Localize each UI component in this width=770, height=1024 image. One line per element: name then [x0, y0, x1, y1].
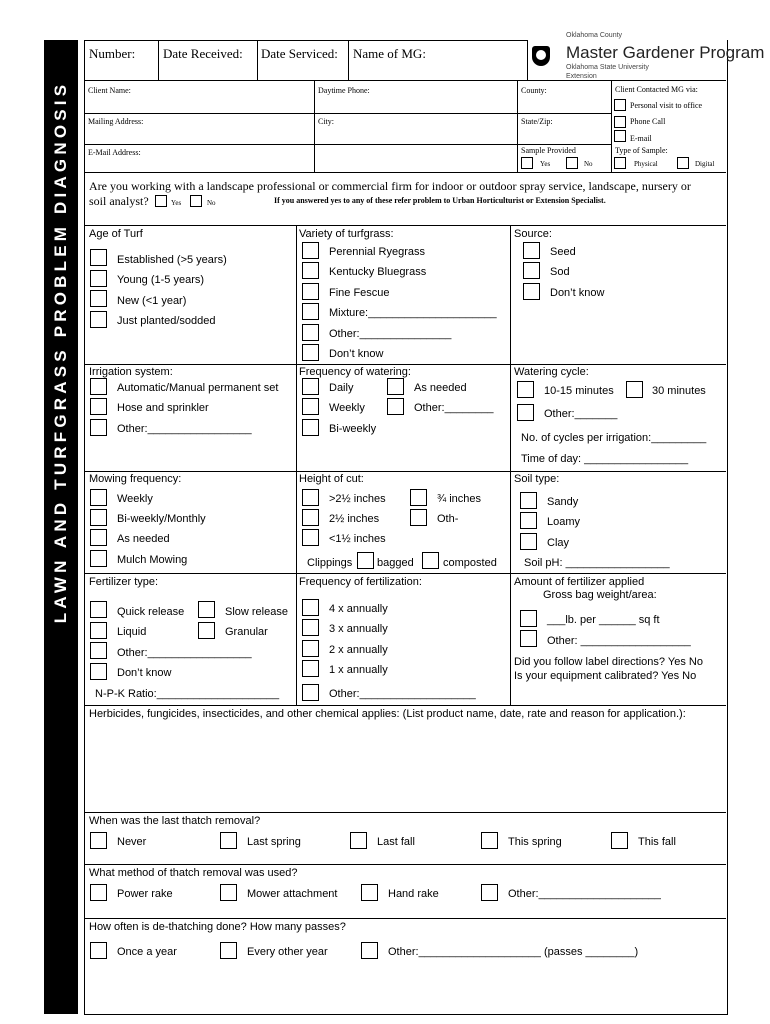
fert-liquid-label: Liquid [117, 626, 147, 638]
height-over-2-5-checkbox[interactable] [302, 489, 319, 506]
variety-dont-know-checkbox[interactable] [302, 344, 319, 361]
city-label: City: [318, 117, 335, 126]
fert-amount-other-label: Other: __________________ [547, 635, 691, 647]
age-young-label: Young (1-5 years) [117, 274, 205, 286]
referral-note: If you answered yes to any of these refer problem to Urban Horticulturist or Extension Specialist. [274, 196, 606, 205]
irrigation-hose-checkbox[interactable] [90, 398, 107, 415]
mowing-as-needed-label: As needed [117, 533, 170, 545]
fert-freq-1x-label: 1 x annually [329, 664, 388, 676]
mowing-as-needed-checkbox[interactable] [90, 529, 107, 546]
npk-ratio-field[interactable]: N-P-K Ratio:____________________ [95, 688, 280, 700]
divider [158, 40, 159, 80]
fert-granular-checkbox[interactable] [198, 622, 215, 639]
divider [611, 80, 612, 172]
source-seed-label: Seed [550, 246, 576, 258]
clippings-bagged-checkbox[interactable] [357, 552, 374, 569]
variety-ryegrass-label: Perennial Ryegrass [329, 246, 425, 258]
height-under-1-5-checkbox[interactable] [302, 529, 319, 546]
fert-freq-4x-checkbox[interactable] [302, 599, 319, 616]
watering-weekly-label: Weekly [329, 402, 365, 414]
contacted-via-label: Client Contacted MG via: [615, 85, 698, 94]
variety-fescue-label: Fine Fescue [329, 287, 390, 299]
fert-dont-know-label: Don’t know [117, 667, 172, 679]
hline [84, 573, 726, 574]
thatch-removal-title: When was the last thatch removal? [89, 815, 261, 827]
thatch-this-fall-checkbox[interactable] [611, 832, 628, 849]
age-young-checkbox[interactable] [90, 270, 107, 287]
professional-no-checkbox[interactable] [190, 195, 202, 207]
sample-yes-label: Yes [540, 160, 551, 168]
dethatch-once-label: Once a year [117, 946, 177, 958]
fert-freq-2x-label: 2 x annually [329, 644, 388, 656]
source-seed-checkbox[interactable] [523, 242, 540, 259]
watering-as-needed-label: As needed [414, 382, 467, 394]
thatch-last-spring-checkbox[interactable] [220, 832, 237, 849]
clippings-composted-label: composted [443, 557, 497, 569]
professional-no-label: No [207, 199, 216, 207]
height-of-cut-title: Height of cut: [299, 473, 364, 485]
professional-yes-checkbox[interactable] [155, 195, 167, 207]
date-serviced-label: Date Serviced: [261, 46, 338, 61]
height-over-2-5-label: >2½ inches [329, 493, 386, 505]
source-dont-know-checkbox[interactable] [523, 283, 540, 300]
date-received-label: Date Received: [163, 46, 243, 61]
soil-sandy-label: Sandy [547, 496, 579, 508]
cycle-10-15-label: 10-15 minutes [544, 385, 614, 397]
fert-granular-label: Granular [225, 626, 268, 638]
hline [84, 864, 726, 865]
dethatch-every-other-label: Every other year [247, 946, 328, 958]
height-2-5-label: 2½ inches [329, 513, 380, 525]
divider [348, 40, 349, 80]
watering-weekly-checkbox[interactable] [302, 398, 319, 415]
fert-slow-release-label: Slow release [225, 606, 288, 618]
type-of-sample-label: Type of Sample: [615, 146, 668, 155]
physical-label: Physical [634, 160, 658, 168]
state-zip-label: State/Zip: [521, 117, 553, 126]
mowing-biweekly-checkbox[interactable] [90, 509, 107, 526]
soil-clay-label: Clay [547, 537, 570, 549]
watering-biweekly-checkbox[interactable] [302, 419, 319, 436]
label-directions-question: Did you follow label directions? Yes No [514, 656, 703, 668]
cycle-30-checkbox[interactable] [626, 381, 643, 398]
name-of-mg-label: Name of MG: [353, 46, 426, 61]
age-new-label: New (<1 year) [117, 295, 187, 307]
clippings-composted-checkbox[interactable] [422, 552, 439, 569]
client-name-label: Client Name: [88, 86, 131, 95]
fert-slow-release-checkbox[interactable] [198, 601, 215, 618]
source-dont-know-label: Don’t know [550, 287, 605, 299]
variety-fescue-checkbox[interactable] [302, 283, 319, 300]
fert-freq-2x-checkbox[interactable] [302, 640, 319, 657]
clippings-bagged-label: bagged [377, 557, 414, 569]
email-contact-checkbox[interactable] [614, 130, 626, 142]
dethatch-other-label: Other:____________________ (passes ________) [388, 946, 639, 958]
divider [517, 80, 518, 172]
fert-freq-3x-checkbox[interactable] [302, 619, 319, 636]
sample-no-label: No [584, 160, 593, 168]
professional-yes-label: Yes [171, 199, 182, 207]
fert-lb-per-checkbox[interactable] [520, 610, 537, 627]
method-power-rake-label: Power rake [117, 888, 173, 900]
hline [84, 113, 611, 114]
source-sod-label: Sod [550, 266, 570, 278]
university-seal-logo [532, 46, 550, 66]
variety-bluegrass-checkbox[interactable] [302, 262, 319, 279]
fert-freq-3x-label: 3 x annually [329, 623, 388, 635]
irrigation-automatic-checkbox[interactable] [90, 378, 107, 395]
thatch-last-fall-checkbox[interactable] [350, 832, 367, 849]
soil-loamy-checkbox[interactable] [520, 512, 537, 529]
sample-yes-checkbox[interactable] [521, 157, 533, 169]
fert-dont-know-checkbox[interactable] [90, 663, 107, 680]
thatch-this-fall-label: This fall [638, 836, 676, 848]
professional-question: Are you working with a landscape professional or commercial firm for indoor or outdoor spray service, landscape, nursery or [89, 179, 691, 193]
watering-biweekly-label: Bi-weekly [329, 423, 377, 435]
fert-freq-1x-checkbox[interactable] [302, 660, 319, 677]
hline [84, 80, 726, 81]
hline [84, 144, 611, 145]
watering-cycle-title: Watering cycle: [514, 366, 589, 378]
divider [527, 40, 528, 80]
phone-call-checkbox[interactable] [614, 116, 626, 128]
fert-lb-per-label: ___lb. per ______ sq ft [547, 614, 660, 626]
hline [84, 364, 726, 365]
method-mower-attachment-checkbox[interactable] [220, 884, 237, 901]
watering-as-needed-checkbox[interactable] [387, 378, 404, 395]
digital-label: Digital [695, 160, 715, 168]
soil-clay-checkbox[interactable] [520, 533, 537, 550]
hline [84, 812, 726, 813]
thatch-method-title: What method of thatch removal was used? [89, 867, 298, 879]
org-university: Oklahoma State University [566, 64, 649, 71]
method-mower-attachment-label: Mower attachment [247, 888, 338, 900]
variety-ryegrass-checkbox[interactable] [302, 242, 319, 259]
variety-mixture-checkbox[interactable] [302, 303, 319, 320]
mowing-weekly-checkbox[interactable] [90, 489, 107, 506]
age-established-checkbox[interactable] [90, 249, 107, 266]
top-border [84, 40, 527, 41]
fert-other-label: Other:_________________ [117, 647, 252, 659]
thatch-last-fall-label: Last fall [377, 836, 415, 848]
sample-no-checkbox[interactable] [566, 157, 578, 169]
fert-freq-title: Frequency of fertilization: [299, 576, 422, 588]
method-other-checkbox[interactable] [481, 884, 498, 901]
height-2-5-checkbox[interactable] [302, 509, 319, 526]
fert-quick-release-label: Quick release [117, 606, 185, 618]
fert-amount-other-checkbox[interactable] [520, 630, 537, 647]
hline [84, 471, 726, 472]
cycle-30-label: 30 minutes [652, 385, 706, 397]
height-3-4-checkbox[interactable] [410, 489, 427, 506]
dethatch-title: How often is de-thatching done? How many passes? [89, 921, 346, 933]
method-hand-rake-label: Hand rake [388, 888, 439, 900]
thatch-this-spring-checkbox[interactable] [481, 832, 498, 849]
time-of-day-field[interactable]: Time of day: _________________ [521, 453, 689, 465]
method-power-rake-checkbox[interactable] [90, 884, 107, 901]
professional-question-cont: soil analyst? [89, 194, 149, 208]
soil-loamy-label: Loamy [547, 516, 581, 528]
sample-provided-label: Sample Provided [521, 146, 576, 155]
digital-checkbox[interactable] [677, 157, 689, 169]
age-established-label: Established (>5 years) [117, 254, 227, 266]
mowing-freq-title: Mowing frequency: [89, 473, 182, 485]
watering-daily-checkbox[interactable] [302, 378, 319, 395]
fert-amount-subtitle: Gross bag weight/area: [543, 589, 657, 601]
physical-checkbox[interactable] [614, 157, 626, 169]
cycle-other-checkbox[interactable] [517, 404, 534, 421]
variety-bluegrass-label: Kentucky Bluegrass [329, 266, 427, 278]
variety-dont-know-label: Don’t know [329, 348, 384, 360]
divider [510, 225, 511, 705]
method-other-label: Other:____________________ [508, 888, 661, 900]
age-just-planted-checkbox[interactable] [90, 311, 107, 328]
fert-freq-4x-label: 4 x annually [329, 603, 388, 615]
county-label: County: [521, 86, 547, 95]
email-contact-label: E-mail [630, 134, 652, 143]
form-title: LAWN AND TURFGRASS PROBLEM DIAGNOSIS [51, 80, 70, 624]
method-hand-rake-checkbox[interactable] [361, 884, 378, 901]
irrigation-other-checkbox[interactable] [90, 419, 107, 436]
personal-visit-checkbox[interactable] [614, 99, 626, 111]
dethatch-other-checkbox[interactable] [361, 942, 378, 959]
mowing-weekly-label: Weekly [117, 493, 153, 505]
thatch-never-label: Never [117, 836, 147, 848]
hline [84, 705, 726, 706]
clippings-label: Clippings [307, 557, 353, 569]
daytime-phone-label: Daytime Phone: [318, 86, 370, 95]
watering-other-checkbox[interactable] [387, 398, 404, 415]
height-3-4-label: ¾ inches [437, 493, 482, 505]
fert-freq-other-checkbox[interactable] [302, 684, 319, 701]
age-new-checkbox[interactable] [90, 290, 107, 307]
source-title: Source: [514, 228, 552, 240]
equipment-calibrated-question: Is your equipment calibrated? Yes No [514, 670, 697, 682]
source-sod-checkbox[interactable] [523, 262, 540, 279]
mailing-address-label: Mailing Address: [88, 117, 144, 126]
thatch-never-checkbox[interactable] [90, 832, 107, 849]
fertilizer-type-title: Fertilizer type: [89, 576, 159, 588]
watering-freq-title: Frequency of watering: [299, 366, 411, 378]
height-other-label: Oth- [437, 513, 459, 525]
height-under-1-5-label: <1½ inches [329, 533, 386, 545]
org-extension: Extension [566, 73, 597, 80]
personal-visit-label: Personal visit to office [630, 101, 703, 110]
mowing-mulch-checkbox[interactable] [90, 550, 107, 567]
age-of-turf-title: Age of Turf [89, 228, 143, 240]
soil-sandy-checkbox[interactable] [520, 492, 537, 509]
org-title: Master Gardener Program [566, 43, 765, 62]
dethatch-once-checkbox[interactable] [90, 942, 107, 959]
hline [84, 225, 726, 226]
fert-other-checkbox[interactable] [90, 642, 107, 659]
variety-other-checkbox[interactable] [302, 324, 319, 341]
watering-daily-label: Daily [329, 382, 354, 394]
soil-type-title: Soil type: [514, 473, 560, 485]
divider [314, 80, 315, 172]
cycle-10-15-checkbox[interactable] [517, 381, 534, 398]
watering-other-label: Other:________ [414, 402, 494, 414]
variety-other-label: Other:_______________ [329, 328, 452, 340]
dethatch-every-other-checkbox[interactable] [220, 942, 237, 959]
age-just-planted-label: Just planted/sodded [117, 315, 216, 327]
thatch-last-spring-label: Last spring [247, 836, 301, 848]
irrigation-hose-label: Hose and sprinkler [117, 402, 209, 414]
divider [257, 40, 258, 80]
hline [84, 918, 726, 919]
chemicals-notes-area[interactable] [88, 724, 722, 810]
mowing-biweekly-label: Bi-weekly/Monthly [117, 513, 206, 525]
phone-call-label: Phone Call [630, 117, 666, 126]
fert-freq-other-label: Other:___________________ [329, 688, 476, 700]
soil-ph-field[interactable]: Soil pH: _________________ [524, 557, 670, 569]
org-county: Oklahoma County [566, 32, 623, 39]
fert-amount-title: Amount of fertilizer applied [514, 576, 645, 588]
irrigation-title: Irrigation system: [89, 366, 173, 378]
cycle-other-label: Other:_______ [544, 408, 618, 420]
email-address-label: E-Mail Address: [88, 148, 141, 157]
chemicals-title: Herbicides, fungicides, insecticides, and other chemical applies: (List product name, date, rate and reason for application.): [89, 708, 686, 720]
cycles-per-irrigation-field[interactable]: No. of cycles per irrigation:_________ [521, 432, 707, 444]
divider [296, 225, 297, 705]
thatch-this-spring-label: This spring [508, 836, 562, 848]
hline [84, 172, 726, 173]
fert-liquid-checkbox[interactable] [90, 622, 107, 639]
fert-quick-release-checkbox[interactable] [90, 601, 107, 618]
irrigation-automatic-label: Automatic/Manual permanent set [117, 382, 279, 394]
number-label: Number: [89, 46, 136, 61]
irrigation-other-label: Other:_________________ [117, 423, 252, 435]
variety-title: Variety of turfgrass: [299, 228, 394, 240]
mowing-mulch-label: Mulch Mowing [117, 554, 188, 566]
height-other-checkbox[interactable] [410, 509, 427, 526]
variety-mixture-label: Mixture:_____________________ [329, 307, 497, 319]
